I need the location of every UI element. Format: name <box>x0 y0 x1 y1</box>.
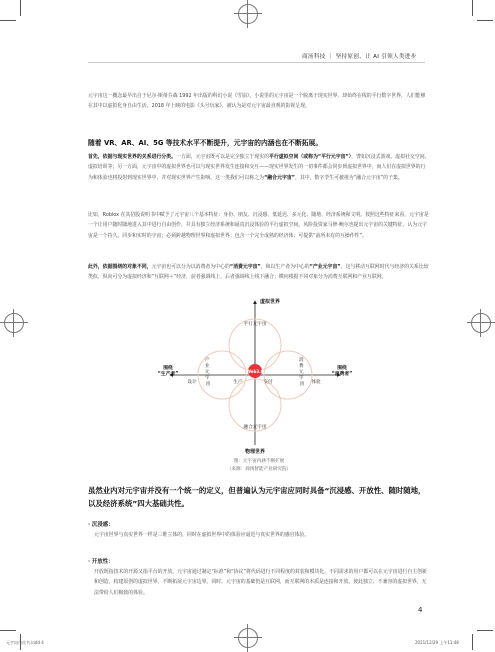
crop-mark-tl-h <box>0 20 16 21</box>
virtual-world-label: 虚拟世界 <box>260 299 281 305</box>
term-industry-metaverse: “产业元宇宙” <box>309 264 341 270</box>
industry-metaverse-char-5: 宙 <box>205 382 211 387</box>
classification-paragraph <box>88 152 430 183</box>
header-rule <box>88 62 425 63</box>
registration-mark-left <box>4 313 24 333</box>
metaverse-diagram <box>157 295 353 455</box>
consumer-metaverse-char-1: 消 <box>298 358 304 363</box>
openness-title: · 开放性： <box>88 559 114 565</box>
consumer-label: “消费者” <box>331 372 353 377</box>
figure-caption: 图：元宇宙内涵不断扩展 <box>233 459 285 464</box>
design-label: 设计 <box>187 380 197 385</box>
industry-metaverse-label <box>205 356 211 387</box>
section-heading: 随着 VR、AR、AI、5G 等技术水平不断提升，元宇宙的内涵也在不断拓展。 <box>88 139 323 147</box>
registration-mark-top <box>238 4 258 24</box>
intro-paragraph: 元宇宙这一概念最早出自于尼尔·斯蒂芬森 1992 年出版的科幻小说《雪崩》，小说里的元宇宙是一个脱离于现实世界，却始终在线的平行数字世界，人们能够在其中以虚拟化身自由生活。2018 年上映的电影《头号玩家》，被认为是对元宇宙最直观的影视呈现。 <box>88 93 426 110</box>
file-slug: 元宇宙白皮书.indd 4 <box>6 640 44 645</box>
left-around-label: 围绕 <box>163 366 173 371</box>
consumer-metaverse-char-3: 元 <box>298 370 304 375</box>
openness-body: 开放既指技术的开源又指平台的开放。元宇宙通过制定“标准”和“协议”将代码进行不同程度的封装和模块化，不同需求的用户都可以在元宇宙进行自主创新和创造，构建原创的虚拟世界，不断拓展元宇宙边界。同时，元宇宙的基础仍是互联网，而互联网的本质是连接和开放。彼此独立、不兼容的虚拟世界，无法带给人们极致的体验。 <box>94 569 427 596</box>
immersion-body: 元宇宙世界与真实世界一样是三维立体的，同时在虚拟世界中的体验应逼近与真实世界的感官体验。 <box>94 532 310 538</box>
registration-mark-bottom <box>238 628 258 648</box>
crop-mark-br-v <box>472 634 473 650</box>
producer-label: “生产者” <box>157 372 179 377</box>
consumer-metaverse-char-2: 费 <box>298 364 304 369</box>
term-parallel-metaverse: 平行虚拟空间（或称为“平行元宇宙”） <box>268 154 352 160</box>
web3-center-label: Web3.0 <box>246 368 264 374</box>
produce-label: 生产 <box>233 380 243 385</box>
text-run: 元宇宙也可以分为以消费者为中心的 <box>151 264 230 270</box>
print-timestamp: 2021/12/29 上午11:48 <box>415 640 459 645</box>
figure-source: （来源：商汤智能产业研究院） <box>226 467 292 472</box>
physical-world-label: 物理世界 <box>244 449 266 455</box>
running-header: 商汤科技 ｜ 坚持原创、让 AI 引领人类进步 <box>302 54 417 60</box>
industry-metaverse-char-2: 业 <box>204 364 210 369</box>
text-run: ，和以生产者为中心的 <box>260 264 310 270</box>
term-fusion-metaverse: “融合元宇宙” <box>264 174 295 181</box>
text-run: 。这与移动互联网时代与经济的关系比较类似，纵向可分为虚拟经济和“互联网＋”经济，前者强调线上，后者强调线上线下融合；横向根据不同对象分为消费互联网和产业互联网。 <box>88 264 429 281</box>
industry-metaverse-char-1: 产 <box>204 358 210 363</box>
page-number: 4 <box>418 606 423 614</box>
industry-metaverse-char-4: 宇 <box>204 376 210 381</box>
parallel-metaverse-label: 平行元宇宙 <box>243 322 267 327</box>
experience-label: 体验 <box>311 380 321 385</box>
term-consumer-metaverse: “消费元宇宙” <box>229 264 261 270</box>
text-run: ，譬如沉浸式游戏、虚拟社交空间、虚拟培训等；另一方面，元宇宙中的虚拟世界也可以与现实世界发生连接和交互——现实世界发生的一切事件都会同步到虚拟世界中，而人们在虚拟世界的行为和体验也将投射到现实世界中，并对现实世界产生影响。这一类我们可以称之为 <box>88 154 430 181</box>
consumer-metaverse-char-5: 宙 <box>299 382 305 387</box>
object-paragraph <box>88 262 430 283</box>
roblox-paragraph: 比如，Roblox 在其招股说明书中赋予了元宇宙八个基本特征：身份、朋友、沉浸感、低延迟、多元化、随地、经济系统和文明。按照这些特征来看，元宇宙是一个让用户随时随地进入其中进行自由创作，并具有独立经济系统和逼真沉浸体验的平行虚拟空间。风险投资家马修·鲍尔也提出元宇宙的关键特征，认为元宇宙是一个持久、同步和实时的宇宙；必须跨越物理世界和虚拟世界；包含一个完全成熟的经济体；可提供“前所未有的互操作性”。 <box>88 212 429 239</box>
right-around-label: 围绕 <box>337 366 347 371</box>
crop-mark-bl-h <box>0 630 16 631</box>
paragraph-lead: 首先，依据与现实世界的关系进行分类。 <box>88 154 177 160</box>
registration-mark-right <box>471 313 491 333</box>
consensus-heading: 虽然业内对元宇宙并没有一个统一的定义，但普遍认为元宇宙应同时具备“沉浸感、开放性、随时随地，以及经济系统”四大基础共性。 <box>88 486 426 508</box>
fusion-metaverse-label: 融合元宇宙 <box>243 425 267 430</box>
crop-mark-br-h <box>477 630 493 631</box>
text-run: ，其中，数字孪生可被视为“融合元宇宙”的子集。 <box>294 174 403 181</box>
consumer-metaverse-char-4: 宇 <box>298 376 304 381</box>
deliver-label: 交付 <box>263 380 273 385</box>
crop-mark-tr-v <box>472 0 473 16</box>
crop-mark-tl-v <box>20 0 21 16</box>
paragraph-lead: 此外，依据围绕的对象不同， <box>88 264 152 270</box>
immersion-title: · 沉浸感： <box>88 522 114 528</box>
text-run: 一方面，元宇宙既可以是完全独立于现实的 <box>176 154 269 160</box>
crop-mark-tr-h <box>477 20 493 21</box>
industry-metaverse-char-3: 元 <box>204 370 210 375</box>
consumer-metaverse-label <box>299 356 305 387</box>
